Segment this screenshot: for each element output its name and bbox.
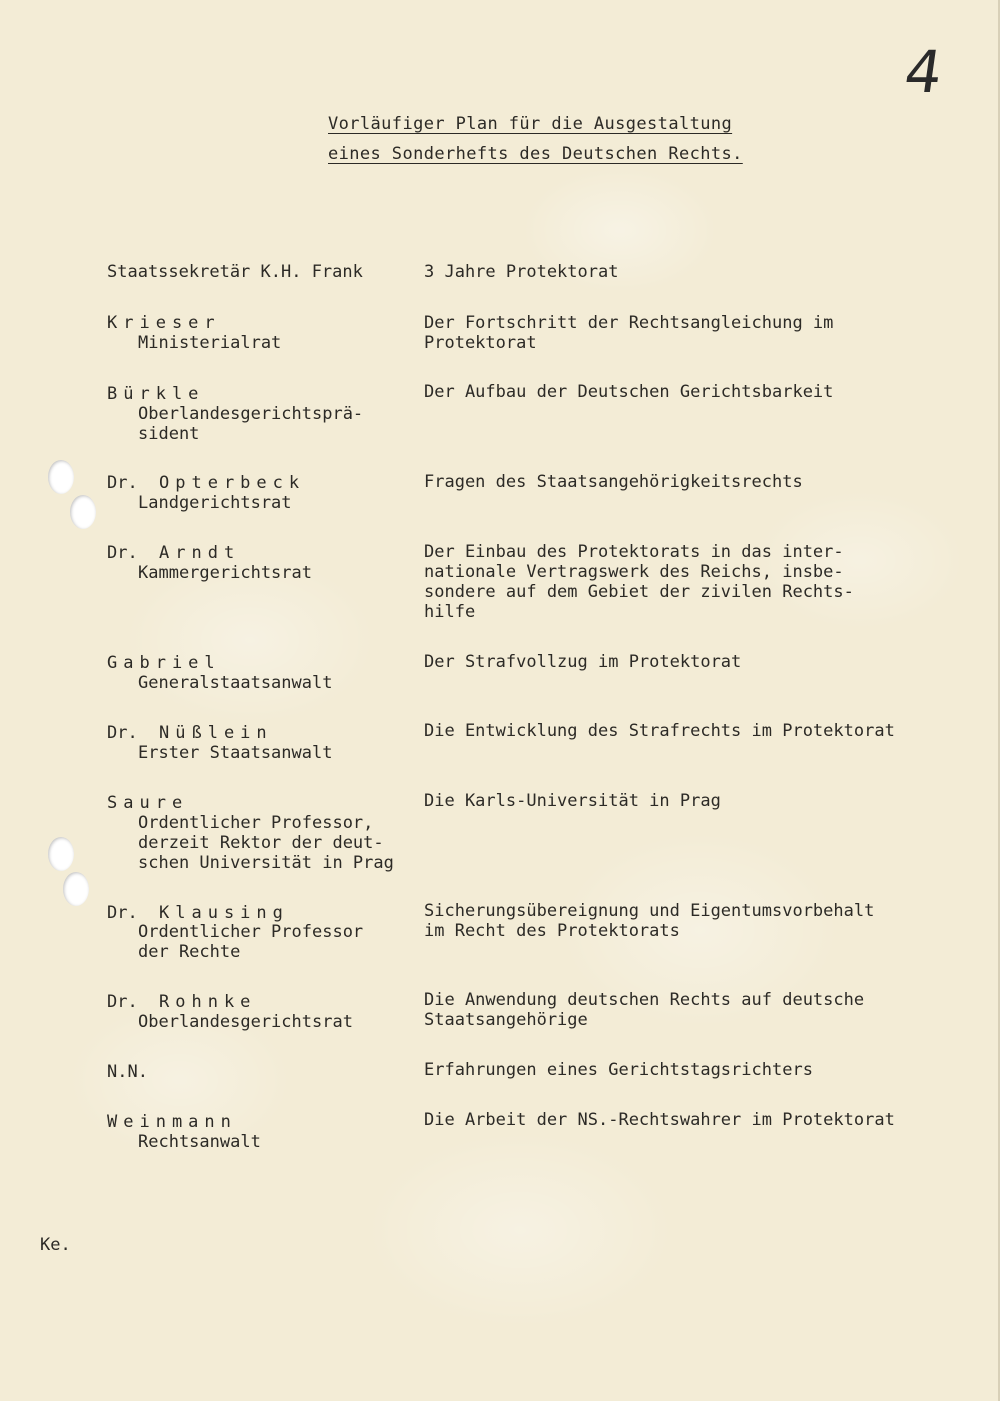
author-name: Weinmann [107,1112,237,1132]
author-name: Rohnke [159,992,257,1012]
author-role: Generalstaatsanwalt [138,673,333,693]
author-name: Staatssekretär K.H. Frank [107,262,363,282]
author-name: Krieser [107,313,221,333]
punch-hole [48,837,74,871]
author-title: Dr. [107,723,138,743]
author-role: Landgerichtsrat [138,493,292,513]
document-title-line-1: Vorläufiger Plan für die Ausgestaltung [328,114,733,134]
article-topic: Der Fortschritt der Rechtsangleichung im Protektorat [424,313,834,353]
author-role: Ordentlicher Professor, derzeit Rektor der deut- schen Universität in Prag [138,813,394,873]
author-title: Dr. [107,473,138,493]
author-role: Ministerialrat [138,333,282,353]
typist-initials: Ke. [40,1235,71,1255]
document-title-line-2: eines Sonderhefts des Deutschen Rechts. [328,144,743,164]
punch-hole [48,460,74,494]
article-topic: Der Aufbau der Deutschen Gerichtsbarkeit [424,382,834,402]
author-role: Erster Staatsanwalt [138,743,333,763]
article-topic: Die Anwendung deutschen Rechts auf deutsche Staatsangehörige [424,990,865,1030]
author-role: Rechtsanwalt [138,1132,261,1152]
article-topic: Die Arbeit der NS.-Rechtswahrer im Protektorat [424,1110,895,1130]
author-title: Dr. [107,992,138,1012]
author-name: Gabriel [107,653,221,673]
author-name: N.N. [107,1062,148,1082]
author-role: Oberlandesgerichtsprä- sident [138,404,364,444]
author-name: Saure [107,793,189,813]
author-role: Kammergerichtsrat [138,563,312,583]
punch-hole [70,495,96,529]
author-title: Dr. [107,543,138,563]
author-role: Oberlandesgerichtsrat [138,1012,353,1032]
author-role: Ordentlicher Professor der Rechte [138,922,364,962]
article-topic: Der Einbau des Protektorats in das inter- nationale Vertragswerk des Reichs, insbe- sondere auf dem Gebiet der zivilen Rechts- hilfe [424,542,854,622]
author-name: Klausing [159,903,289,923]
author-name: Nüßlein [159,723,273,743]
article-topic: Fragen des Staatsangehörigkeitsrechts [424,472,803,492]
article-topic: Erfahrungen eines Gerichtstagsrichters [424,1060,813,1080]
article-topic: Die Entwicklung des Strafrechts im Protektorat [424,721,895,741]
author-title: Dr. [107,903,138,923]
article-topic: Sicherungsübereignung und Eigentumsvorbehalt im Recht des Protektorats [424,901,875,941]
article-topic: 3 Jahre Protektorat [424,262,619,282]
author-name: Arndt [159,543,241,563]
punch-hole [63,872,89,906]
article-topic: Der Strafvollzug im Protektorat [424,652,742,672]
author-name: Opterbeck [159,473,306,493]
article-topic: Die Karls-Universität in Prag [424,791,721,811]
author-name: Bürkle [107,384,205,404]
handwritten-page-number: 4 [900,38,947,106]
